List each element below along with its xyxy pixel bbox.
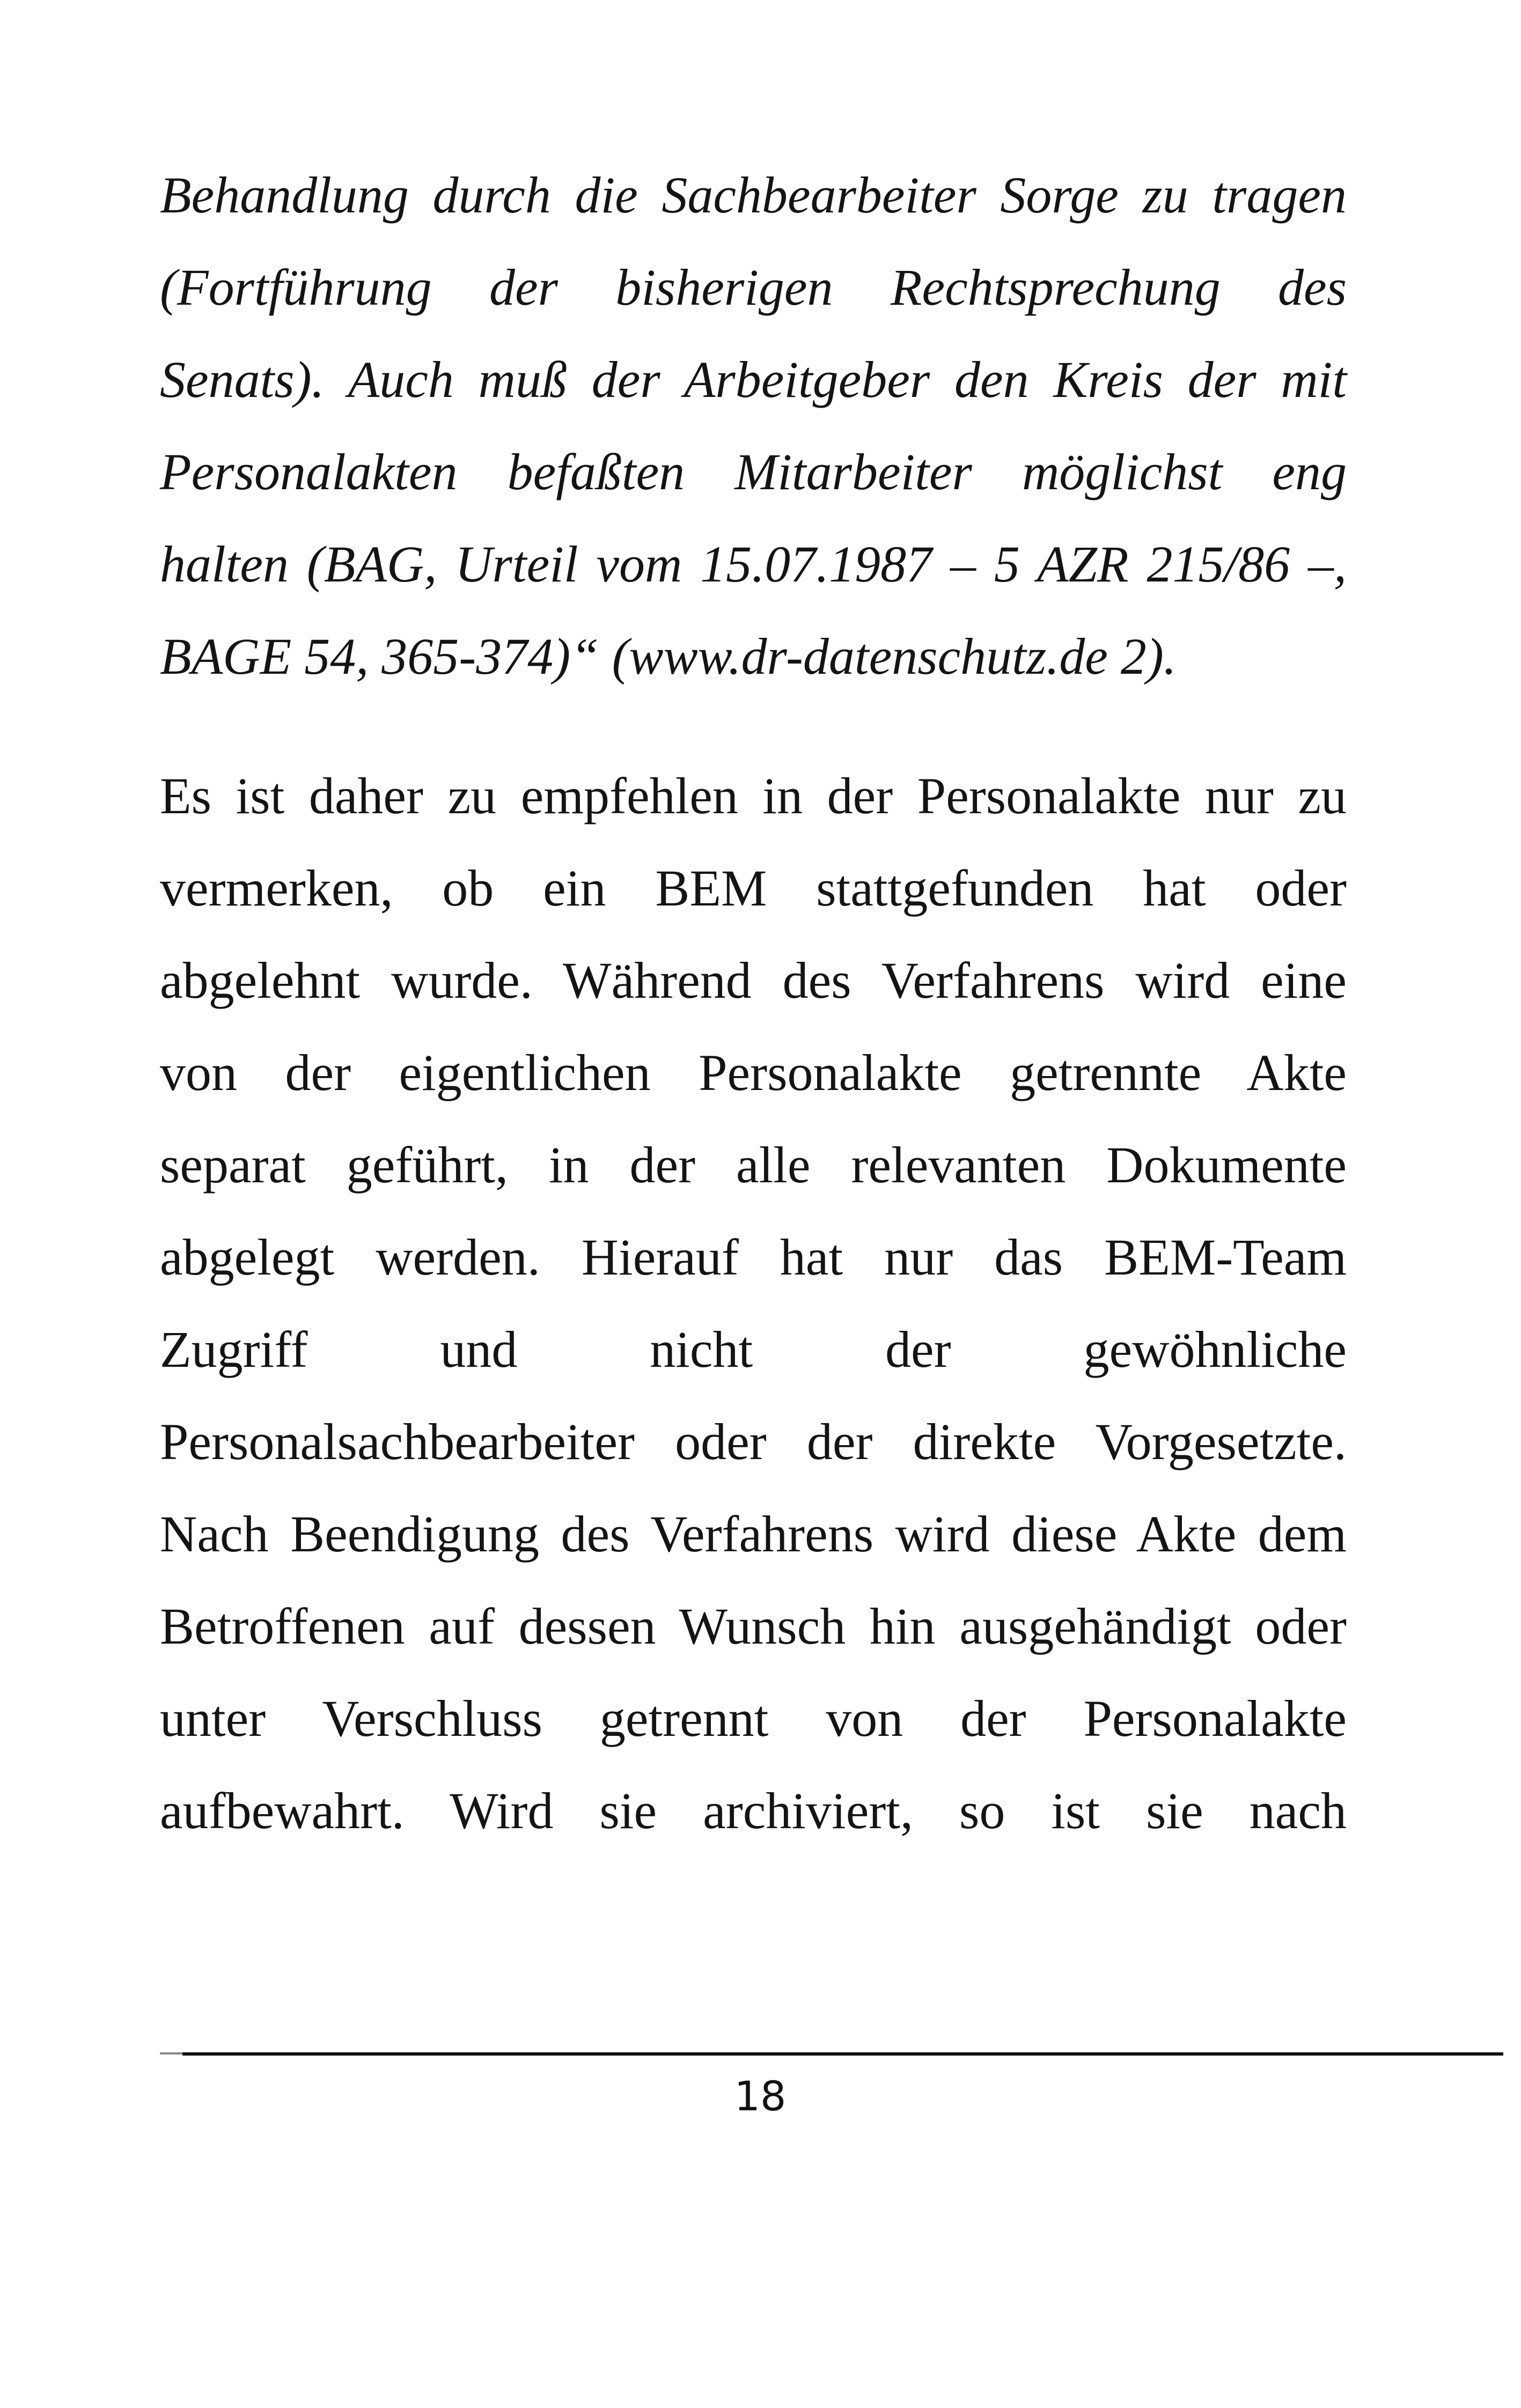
page-number: 18 [734, 2072, 787, 2120]
quote-line: BAGE 54, 365-374)“ (www.dr-datenschutz.de 2). [160, 628, 1177, 685]
paragraph-line: Zugriff und nicht der gewöhnliche [160, 1321, 1347, 1378]
quoted-citation-block [160, 149, 1347, 703]
quote-line: Behandlung durch die Sachbearbeiter Sorge zu tragen [160, 166, 1347, 224]
paragraph-line: Nach Beendigung des Verfahrens wird diese Akte dem [160, 1505, 1347, 1563]
paragraph-line: Betroffenen auf dessen Wunsch hin ausgehändigt oder [160, 1597, 1347, 1655]
quote-line: Personalakten befaßten Mitarbeiter möglichst eng [160, 443, 1347, 500]
paragraph-line: abgelehnt wurde. Während des Verfahrens wird eine [160, 952, 1347, 1009]
quote-line: halten (BAG, Urteil vom 15.07.1987 – 5 AZR 215/86 –, [160, 535, 1347, 593]
paragraph-line: separat geführt, in der alle relevanten Dokumente [160, 1136, 1347, 1194]
quote-line: Senats). Auch muß der Arbeitgeber den Kreis der mit [160, 351, 1347, 408]
paragraph-line: Personalsachbearbeiter oder der direkte Vorgesetzte. [160, 1413, 1347, 1470]
body-paragraph [160, 750, 1347, 1857]
paragraph-line: vermerken, ob ein BEM stattgefunden hat oder [160, 859, 1347, 917]
quote-line: (Fortführung der bisherigen Rechtsprechung des [160, 259, 1347, 316]
footer-divider [182, 2052, 1503, 2056]
paragraph-line: unter Verschluss getrennt von der Personalakte [160, 1690, 1347, 1747]
paragraph-line: von der eigentlichen Personalakte getrennte Akte [160, 1044, 1347, 1101]
paragraph-line: abgelegt werden. Hierauf hat nur das BEM-Team [160, 1228, 1347, 1286]
paragraph-line: aufbewahrt. Wird sie archiviert, so ist sie nach [160, 1782, 1347, 1839]
paragraph-line: Es ist daher zu empfehlen in der Personalakte nur zu [160, 767, 1347, 824]
